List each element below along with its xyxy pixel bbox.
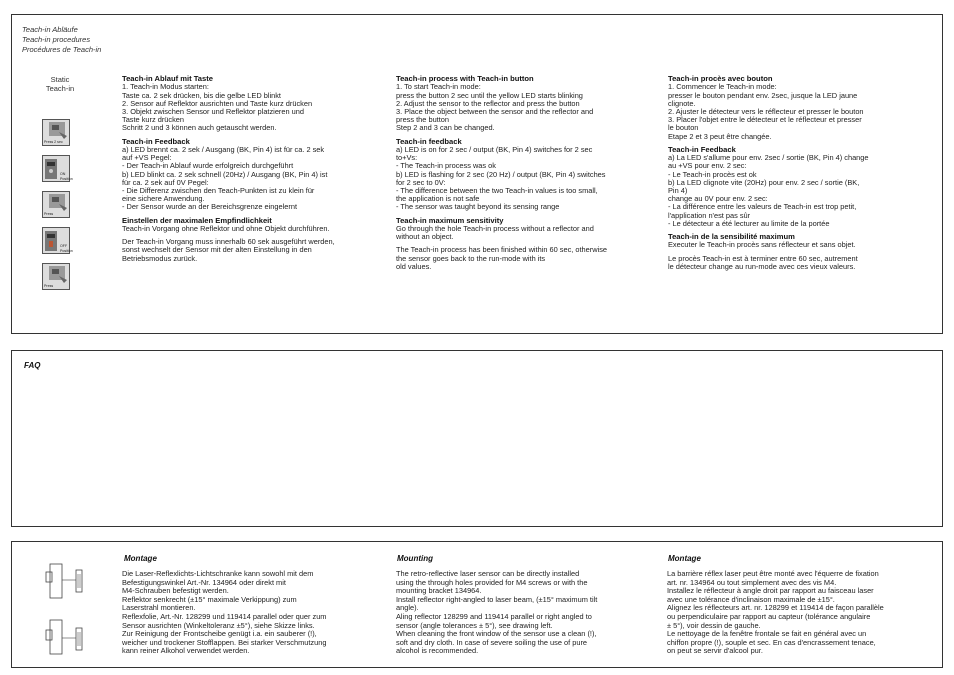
section-title: Teach-in Feedback [668,144,736,154]
section-body: a) La LED s'allume pour env. 2sec / sortie (BK, Pin 4) change au +VS pour env. 2 sec: - Le Teach-in procès est ok b) La LED clignote vite (20Hz) pour env. 2 sec / sortie (BK, Pin 4) change au 0V pour env. 2 sec: - La différence entre les valeurs de Teach-in est trop petit, l'application n'est pas sûr - Le détecteur a été lecturer au limite de la portée [668,153,869,228]
static-teach-in-label: Static Teach-in [45,75,75,93]
icon-side-caption: ON Position [60,172,73,181]
mounting-text-en: The retro-reflective laser sensor can be directly installed using the through holes provided for M4 screws or with the mounting bracket 134964. Install reflector right-angled to laser beam, (±15° maximum tilt angle). Aling reflector 128299 and 119414 parallel or right angled to sensor (angle tolerances ± 5°), see drawing left. When cleaning the front window of the sensor use a clean (!), soft and dry cloth. In case of severe soiling the use of pure alcohol is recommended. [396,569,598,656]
section-title: Teach-in maximum sensitivity [396,215,504,225]
section-body: Executer le Teach-in procès sans réflecteur et sans objet. [668,240,856,250]
mounting-drawing-right-angled [42,616,92,665]
faq-title: FAQ [24,361,41,370]
icon-caption: Press 2 sec [44,140,63,144]
press-button-icon [42,119,70,146]
mounting-drawing-parallel [42,560,92,609]
sensor-off-position-icon [42,227,73,254]
mounting-text-fr: La barrière réflex laser peut être monté avec l'équerre de fixation art. nr. 134964 ou tout simplement avec des vis M4. Installez le réflecteur à angle droit par rapport au faisceau laser avec une tolérance d'inclinaison maximale de ±15°. Alignez les réflecteurs art. nr. 128299 et 119414 de façon parallèle ou perpendiculaire par rapport au capteur (tolérance angulaire ± 5°), voir dessin de gauche. Le nettoyage de la fenêtre frontale se fait en général avec un chiffon propre (!), souple et sec. En cas d'encrassement tenace, on peut se servir d'alcool pur. [667,569,884,656]
section-title: Teach-in process with Teach-in button [396,74,534,83]
sensor-on-position-icon [42,155,73,182]
icon-caption: Press [44,284,54,288]
teach-in-section [11,14,943,334]
section-title: Teach-in procès avec bouton [668,74,773,83]
press-button-icon [42,191,70,218]
mounting-section [11,541,943,668]
icon-caption: Press [44,212,54,216]
header-de: Teach-in Abläufe [22,25,78,34]
section-body: a) LED is on for 2 sec / output (BK, Pin 4) switches for 2 sec to+Vs: - The Teach-in process was ok b) LED is flashing for 2 sec (20 Hz) / output (BK, Pin 4) switches for 2 sec to 0V: - The difference between the two Teach-in values is too small, the application is not safe - The sensor was taught beyond its sensing range [396,145,606,212]
teach-in-column-en [396,75,664,271]
mounting-title-de: Montage [124,554,157,563]
section-title: Teach-in Feedback [122,136,190,146]
section-body: Le procès Teach-in est à terminer entre 60 sec, autrement le détecteur change au run-mode avec ces vieux valeurs. [668,253,858,271]
icon-side-caption: OFF Position [60,244,73,253]
teach-in-column-de [122,75,392,263]
mounting-text-de: Die Laser-Reflexlichts-Lichtschranke kann sowohl mit dem Befestigungswinkel Art.-Nr. 134964 oder direkt mit M4-Schrauben befestigt werden. Reflektor senkrecht (±15° maximale Verkippung) zum Laserstrahl montieren. Reflexfolie, Art.-Nr. 128299 und 119414 parallel oder quer zum Sensor ausrichten (Winkeltoleranz ±5°), siehe Skizze links. Zur Reinigung der Frontscheibe genügt i.a. ein sauberer (!), weicher und trockener Stofflappen. Bei starker Verschmutzung kann reiner Alkohol verwendet werden. [122,569,327,656]
mounting-title-fr: Montage [668,554,701,563]
faq-section [11,350,943,527]
section-body: 1. Teach-in Modus starten: Taste ca. 2 sek drücken, bis die gelbe LED blinkt 2. Sensor auf Reflektor ausrichten und Taste kurz drücken 3. Objekt zwischen Sensor und Reflektor platzieren und Taste kurz drücken Schritt 2 und 3 können auch getauscht werden. [122,82,313,133]
section-title: Teach-in de la sensibilité maximum [668,232,795,242]
teach-in-column-fr [668,75,938,271]
section-body: Teach-in Vorgang ohne Reflektor und ohne Objekt durchführen. [122,224,330,234]
section-body: 1. To start Teach-in mode: press the button 2 sec until the yellow LED starts blinking 2. Adjust the sensor to the reflector and press the button 3. Place the object between the sensor and the reflector and press the button Step 2 and 3 can be changed. [396,82,594,133]
header-en: Teach-in procedures [22,35,91,44]
section-body: a) LED brennt ca. 2 sek / Ausgang (BK, Pin 4) ist für ca. 2 sek auf +VS Pegel: - Der Teach-in Ablauf wurde erfolgreich durchgeführt b) LED blinkt ca. 2 sek schnell (20Hz) / Ausgang (BK, Pin 4) ist für ca. 2 sek auf 0V Pegel: - Die Differenz zwischen den Teach-Punkten ist zu klein für eine sichere Anwendung. - Der Sensor wurde an der Bereichsgrenze eingelernt [122,145,328,212]
mounting-title-en: Mounting [397,554,433,563]
section-body: Go through the hole Teach-in process without a reflector and without an object. [396,224,594,242]
section-title: Einstellen der maximalen Empfindlichkeit [122,215,272,225]
section-title: Teach-in feedback [396,136,462,146]
press-button-icon [42,263,70,290]
section-body: 1. Commencer le Teach-in mode: presser le bouton pendant env. 2sec, jusque la LED jaune clignote. 2. Ajuster le détecteur vers le réflecteur et presser le bouton 3. Placer l'objet entre le détecteur et le réflecteur et presser le bouton Etape 2 et 3 peut être changée. [668,82,864,141]
section-body: The Teach-in process has been finished within 60 sec, otherwise the sensor goes back to the run-mode with its old values. [396,245,608,271]
header-fr: Procédures de Teach-in [22,45,102,54]
section-title: Teach-in Ablauf mit Taste [122,74,213,83]
section-body: Der Teach-in Vorgang muss innerhalb 60 sek ausgeführt werden, sonst wechselt der Sensor mit der alten Einstellung in den Betriebsmodus zurück. [122,237,335,263]
